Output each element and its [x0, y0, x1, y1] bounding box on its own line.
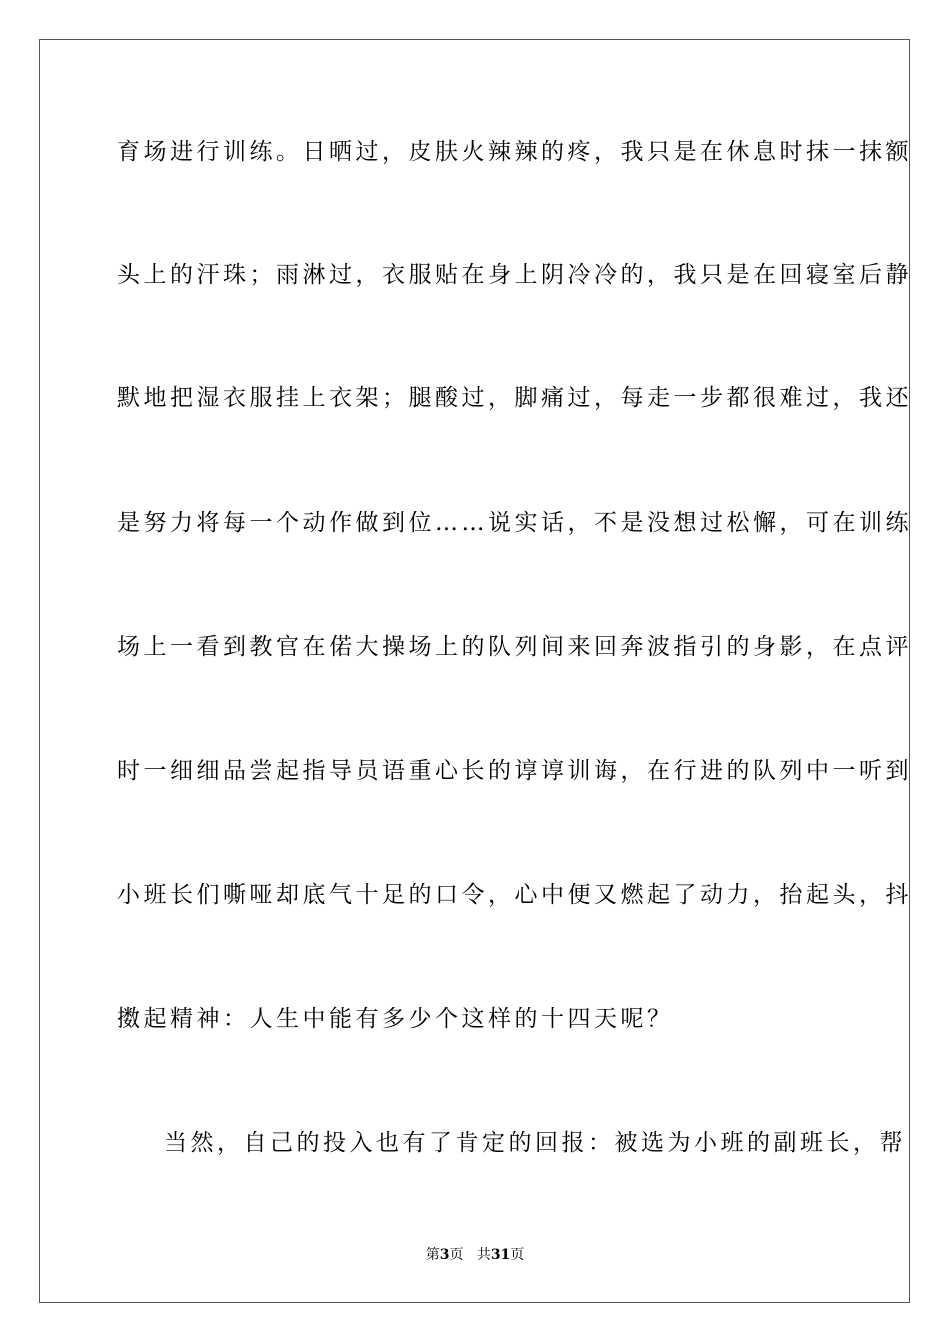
total-pages: 31: [490, 1247, 511, 1263]
page-footer: [0, 1246, 950, 1264]
paragraph-line-6: 时一细细品尝起指导员语重心长的谆谆训诲，在行进的队列中一听到: [117, 758, 912, 784]
paragraph-line-9: 当然，自己的投入也有了肯定的回报：被选为小班的副班长，帮: [164, 1130, 906, 1156]
paragraph-line-1: 育场进行训练。日晒过，皮肤火辣辣的疼，我只是在休息时抹一抹额: [117, 139, 912, 165]
page-suffix: 页: [449, 1247, 464, 1263]
paragraph-line-2: 头上的汗珠；雨淋过，衣服贴在身上阴冷冷的，我只是在回寝室后静: [117, 262, 912, 288]
paragraph-line-4: 是努力将每一个动作做到位……说实话，不是没想过松懈，可在训练: [117, 510, 912, 536]
total-prefix: 共: [476, 1247, 491, 1263]
page-prefix: 第: [425, 1247, 440, 1263]
paragraph-line-8: 擞起精神：人生中能有多少个这样的十四天呢？: [117, 1006, 674, 1032]
paragraph-line-5: 场上一看到教官在偌大操场上的队列间来回奔波指引的身影，在点评: [117, 634, 912, 660]
paragraph-line-7: 小班长们嘶哑却底气十足的口令，心中便又燃起了动力，抬起头，抖: [117, 882, 912, 908]
page-number: 3: [439, 1247, 450, 1263]
total-suffix: 页: [510, 1247, 525, 1263]
page-border: [39, 39, 910, 1303]
paragraph-line-3: 默地把湿衣服挂上衣架；腿酸过，脚痛过，每走一步都很难过，我还: [117, 385, 912, 411]
